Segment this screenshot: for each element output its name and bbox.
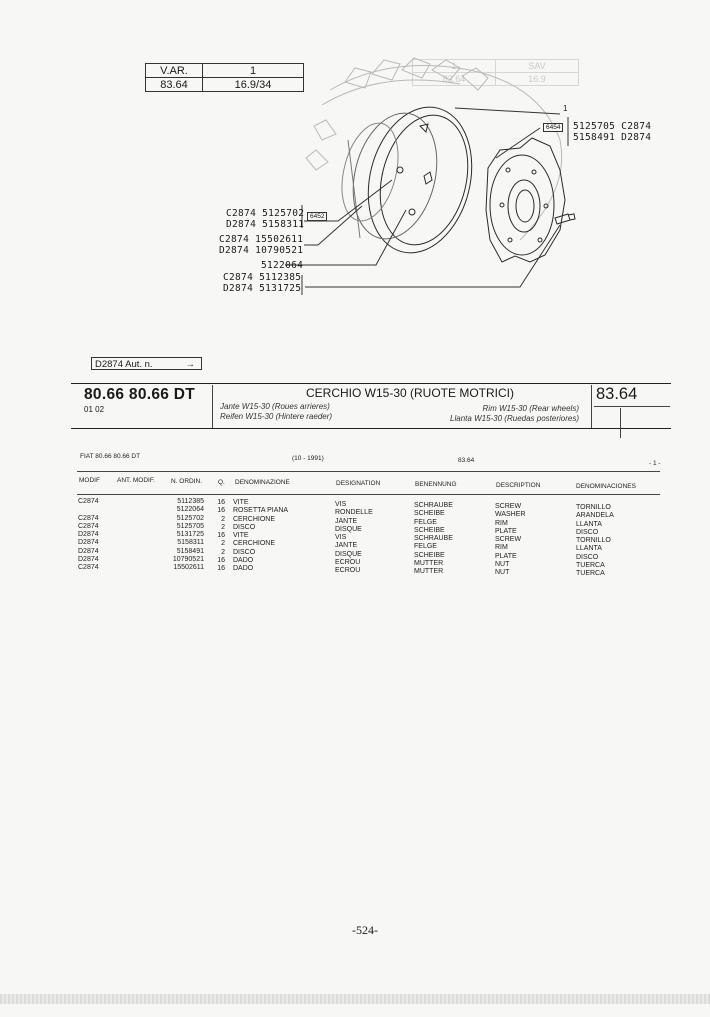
right-code-variant: D2874 — [621, 132, 652, 143]
hub-ref-box: 6454 — [543, 123, 563, 132]
left-code-4 — [219, 245, 303, 256]
leader-lines — [285, 108, 568, 295]
table-row-fr: DISQUE — [335, 525, 362, 533]
de-column — [414, 502, 453, 577]
left-code-part: 5122064 — [261, 260, 304, 271]
rim-drawing — [333, 96, 487, 264]
left-code-2 — [226, 219, 304, 230]
left-code-1 — [226, 208, 304, 219]
table-row-fr: ECROU — [335, 567, 361, 575]
table-row-de: FELGE — [414, 518, 437, 526]
table-row-de: SCHEIBE — [414, 510, 445, 518]
table-row-ordin: 5125705 — [176, 522, 204, 530]
ghost-cell: 1 — [413, 60, 496, 73]
left-code-6 — [223, 272, 301, 283]
table-row-modif: C2874 — [78, 514, 99, 522]
header-divider-tail — [620, 408, 621, 438]
col-designation: DESIGNATION — [336, 480, 381, 487]
es-column — [576, 504, 614, 579]
table-row-qty: 16 — [217, 565, 225, 573]
aut-label: D2874 Aut. n. — [95, 359, 153, 370]
left-code-part: 5158311 — [262, 219, 305, 230]
header-top-rule — [71, 383, 671, 384]
table-row-fr: DISQUE — [335, 550, 362, 558]
var-row-group: 83.64 — [146, 78, 203, 92]
table-row-ordin: 10790521 — [172, 556, 204, 564]
aut-reference-box — [91, 357, 202, 370]
left-code-3 — [219, 234, 303, 245]
left-code-variant: D2874 — [223, 283, 254, 294]
left-code-7 — [223, 283, 301, 294]
scan-edge-strip — [0, 994, 710, 1004]
left-code-5 — [261, 260, 303, 271]
ghost-cell: SAV — [496, 60, 579, 73]
right-code-variant: C2874 — [621, 121, 652, 132]
left-code-variant: D2874 — [226, 219, 257, 230]
left-code-part: 5125702 — [262, 208, 305, 219]
table-row-qty: 2 — [221, 515, 225, 523]
table-row-qty: 16 — [217, 532, 225, 540]
table-row-en: RIM — [495, 544, 508, 552]
col-denominazione: DENOMINAZIONE — [235, 479, 290, 486]
table-row-qty: 16 — [217, 557, 225, 565]
header-divider-left — [212, 385, 213, 428]
header-bottom-rule — [71, 428, 671, 429]
table-row-es: ARANDELA — [576, 512, 614, 520]
fr-column — [335, 501, 373, 576]
table-row-it: DADO — [233, 565, 254, 573]
table-row-modif: D2874 — [78, 539, 99, 547]
left-code-variant: D2874 — [219, 245, 250, 256]
title-fr: Jante W15-30 (Roues arrieres) — [220, 402, 330, 411]
right-code-1 — [573, 121, 651, 132]
var-header-label: V.AR. — [146, 64, 203, 78]
header-divider-right — [591, 385, 592, 428]
table-row-en: NUT — [495, 569, 510, 577]
table-row-ordin: 5131725 — [176, 531, 204, 539]
table-row-modif: C2874 — [78, 498, 99, 505]
title-de: Reifen W15-30 (Hintere raeder) — [220, 412, 333, 421]
table-row-it: CERCHIONE — [233, 540, 276, 548]
table-row-ordin: 15502611 — [173, 564, 204, 572]
header-group-underline — [594, 406, 670, 407]
bolt-drawing — [555, 214, 575, 224]
col-benennung: BENENNUNG — [415, 481, 457, 488]
table-row-qty: 2 — [221, 523, 225, 531]
table-row-it: DISCO — [233, 548, 256, 556]
table-row-ordin: 5158311 — [177, 539, 204, 547]
title-en: Rim W15-30 (Rear wheels) — [482, 404, 579, 413]
table-row-de: MUTTER — [414, 568, 444, 576]
list-model: FIAT 80.66 80.66 DT — [80, 453, 141, 460]
left-code-variant: C2874 — [223, 272, 254, 283]
table-row-es: TORNILLO — [576, 504, 611, 511]
wheel-exploded-drawing — [0, 0, 710, 320]
group-title: CERCHIO W15-30 (RUOTE MOTRICI) — [306, 386, 515, 400]
right-code-part: 5125705 — [573, 121, 616, 132]
table-row-en: PLATE — [495, 527, 517, 535]
table-row-fr: JANTE — [335, 517, 358, 525]
table-row-es: TUERCA — [576, 570, 605, 578]
table-row-modif — [78, 506, 99, 514]
var-header-value: 1 — [203, 64, 304, 78]
table-row-modif: D2874 — [78, 547, 99, 555]
page-number: -524- — [352, 923, 378, 937]
left-code-part: 5131725 — [259, 283, 302, 294]
ordin-column — [172, 498, 204, 573]
table-row-fr: ECROU — [335, 559, 361, 567]
table-row-it: CERCHIONE — [233, 515, 276, 523]
list-date: (10 - 1991) — [292, 455, 324, 462]
table-row-es: LLANTA — [576, 520, 602, 528]
ghost-cell: 16.9 — [496, 73, 579, 86]
table-row-qty: 16 — [217, 499, 225, 506]
table-row-es: LLANTA — [576, 545, 602, 553]
table-row-en: RIM — [495, 519, 508, 527]
table-row-qty: 16 — [217, 507, 225, 515]
en-column — [495, 503, 525, 578]
title-es: Llanta W15-30 (Ruedas posteriores) — [450, 414, 579, 423]
table-row-fr: RONDELLE — [335, 509, 373, 517]
table-row-it: DISCO — [233, 523, 256, 531]
table-row-es: DISCO — [576, 553, 599, 561]
table-row-it: DADO — [233, 557, 254, 565]
right-code-part: 5158491 — [573, 132, 616, 143]
item-number-label: 1 — [563, 104, 568, 113]
left-code-part: 15502611 — [255, 234, 304, 245]
table-row-en: SCREW — [495, 503, 522, 510]
table-row-it: ROSETTA PIANA — [233, 507, 289, 515]
table-row-es: TUERCA — [576, 562, 605, 570]
table-row-de: FELGE — [414, 543, 437, 551]
table-row-qty: 2 — [221, 540, 225, 548]
it-column — [233, 499, 288, 574]
col-modif: MODIF — [79, 477, 100, 484]
tyre-drawing — [306, 58, 562, 240]
table-row-ordin: 5158491 — [176, 547, 204, 555]
table-row-modif: C2874 — [78, 522, 99, 530]
left-code-part: 5112385 — [259, 272, 302, 283]
table-row-modif: D2874 — [78, 556, 99, 564]
table-row-qty: 2 — [221, 548, 225, 556]
table-row-ordin: 5112385 — [177, 498, 204, 505]
table-row-es: TORNILLO — [576, 537, 611, 545]
table-row-de: MUTTER — [414, 560, 444, 568]
table-row-ordin: 5125702 — [176, 514, 204, 522]
table-row-fr: VIS — [335, 501, 347, 508]
left-code-part: 10790521 — [255, 245, 304, 256]
qty-column — [213, 499, 225, 574]
group-number: 83.64 — [596, 385, 638, 403]
table-row-en: PLATE — [495, 552, 517, 560]
right-code-2 — [573, 132, 651, 143]
left-code-variant: C2874 — [219, 234, 250, 245]
model-title: 80.66 80.66 DT — [84, 386, 196, 403]
table-row-modif: C2874 — [78, 564, 99, 572]
columns-top-rule — [77, 471, 660, 472]
list-group: 83.64 — [458, 457, 475, 464]
ghost-cell: 83.64 — [413, 73, 496, 86]
modif-column — [78, 498, 99, 573]
table-row-modif: D2874 — [78, 531, 99, 539]
table-row-es: DISCO — [576, 528, 599, 536]
table-row-de: SCHRAUBE — [414, 502, 453, 509]
table-row-en: WASHER — [495, 511, 526, 519]
table-row-de: SCHRAUBE — [414, 535, 453, 543]
columns-bottom-rule — [77, 494, 660, 495]
arrow-right-icon: → — [185, 359, 195, 370]
table-row-it: VITE — [233, 499, 249, 506]
table-row-de: SCHEIBE — [414, 551, 445, 559]
list-page: - 1 - — [649, 460, 661, 467]
table-row-it: VITE — [233, 532, 249, 540]
table-row-de: SCHEIBE — [414, 526, 445, 534]
col-description: DESCRIPTION — [496, 482, 541, 489]
col-n-ordin: N. ORDIN. — [171, 478, 203, 485]
left-code-variant: C2874 — [226, 208, 257, 219]
table-row-en: SCREW — [495, 536, 522, 544]
col-denominaciones: DENOMINACIONES — [576, 483, 636, 490]
table-row-fr: JANTE — [335, 542, 358, 550]
model-sub: 01 02 — [84, 405, 105, 414]
table-row-en: NUT — [495, 561, 510, 569]
rim-ref-box: 6452 — [307, 212, 327, 221]
var-row-size: 16.9/34 — [203, 78, 304, 92]
col-ant-modif: ANT. MODIF. — [117, 477, 155, 484]
table-row-ordin: 5122064 — [176, 506, 204, 514]
table-row-fr: VIS — [335, 534, 347, 542]
col-q: Q. — [218, 479, 225, 486]
